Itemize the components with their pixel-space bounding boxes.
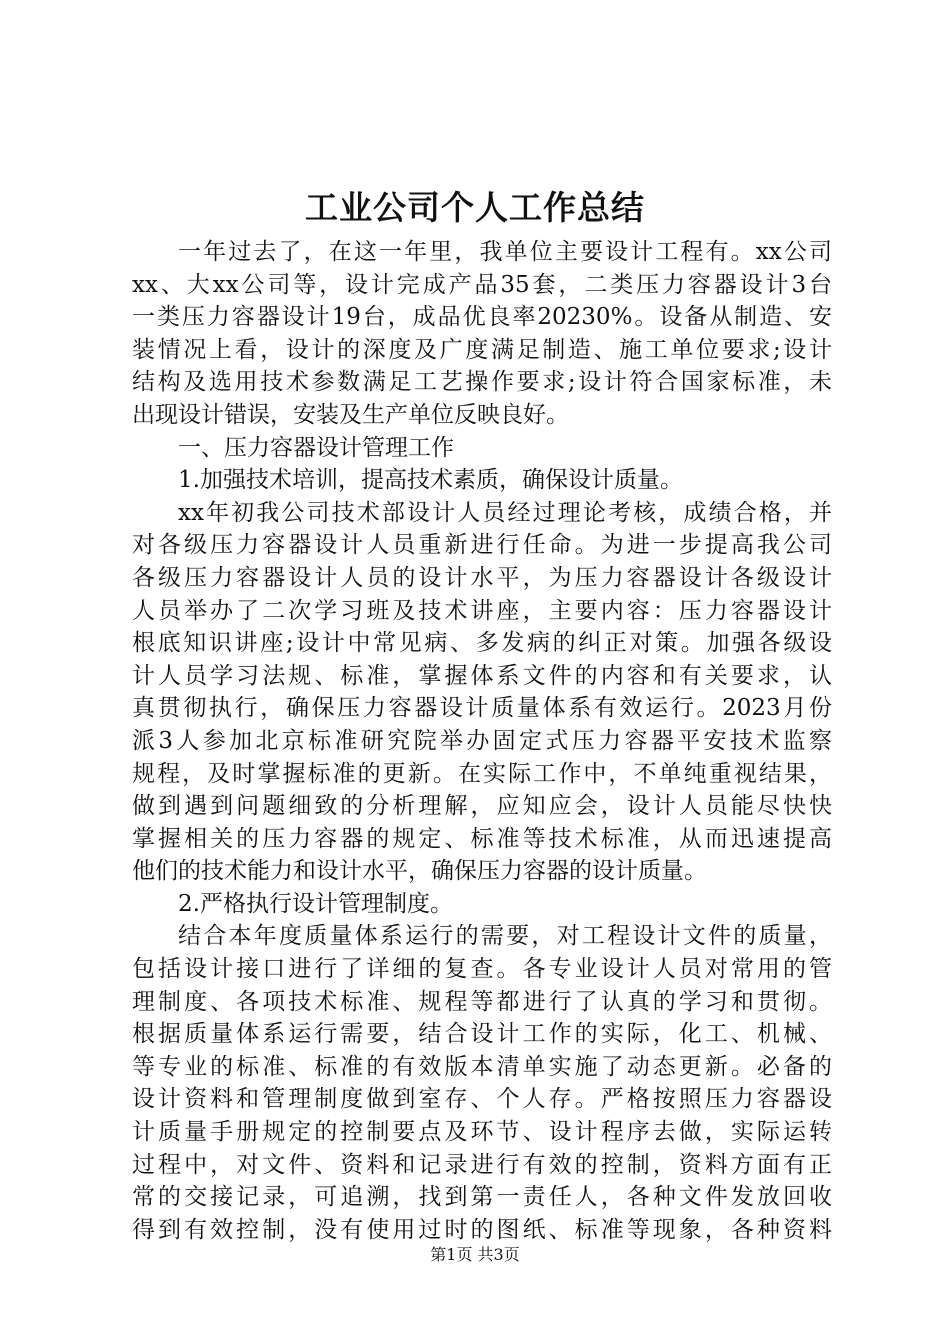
body-line: 派3人参加北京标准研究院举办固定式压力容器平安技术监察 [132,727,832,754]
document-body [132,236,832,1246]
body-line: 计人员学习法规、标准，掌握体系文件的内容和有关要求，认 [132,662,832,689]
body-line: 掌握相关的压力容器的规定、标准等技术标准，从而迅速提高 [132,825,832,852]
body-line: 人员举办了二次学习班及技术讲座，主要内容：压力容器设计 [132,597,832,624]
body-line: 做到遇到问题细致的分析理解，应知应会，设计人员能尽快快 [132,793,832,820]
body-line: 包括设计接口进行了详细的复查。各专业设计人员对常用的管 [132,956,832,983]
body-line: 得到有效控制，没有使用过时的图纸、标准等现象，各种资料 [132,1216,832,1243]
body-line: 真贯彻执行，确保压力容器设计质量体系有效运行。2023月份 [132,695,832,722]
body-line: 他们的技术能力和设计水平，确保压力容器的设计质量。 [132,858,707,885]
body-line: 等专业的标准、标准的有效版本清单实施了动态更新。必备的 [132,1053,832,1080]
section-heading: 一、压力容器设计管理工作 [178,434,454,461]
body-line: 规程，及时掌握标准的更新。在实际工作中，不单纯重视结果， [132,760,832,787]
body-line: 根底知识讲座;设计中常见病、多发病的纠正对策。加强各级设 [132,630,832,657]
body-line: 对各级压力容器设计人员重新进行任命。为进一步提高我公司 [132,532,832,559]
document-title: 工业公司个人工作总结 [305,188,645,227]
body-line: 结构及选用技术参数满足工艺操作要求;设计符合国家标准，未 [132,369,832,396]
body-line: 计质量手册规定的控制要点及环节、设计程序去做，实际运转 [132,1119,832,1146]
body-line: 装情况上看，设计的深度及广度满足制造、施工单位要求;设计 [132,336,832,363]
body-line: 常的交接记录，可追溯，找到第一责任人，各种文件发放回收 [132,1184,832,1211]
subsection-heading: 2.严格执行设计管理制度。 [178,890,453,917]
body-line: xx、大xx公司等，设计完成产品35套，二类压力容器设计3台 [132,271,832,298]
body-line: 理制度、各项技术标准、规程等都进行了认真的学习和贯彻。 [132,988,832,1015]
body-line: 一类压力容器设计19台，成品优良率20230%。设备从制造、安 [132,304,832,331]
body-line: 根据质量体系运行需要，结合设计工作的实际，化工、机械、 [132,1021,832,1048]
subsection-heading: 1.加强技术培训，提高技术素质，确保设计质量。 [178,467,683,494]
body-line: 一年过去了，在这一年里，我单位主要设计工程有。xx公司 [178,239,832,265]
body-line: 过程中，对文件、资料和记录进行有效的控制，资料方面有正 [132,1151,832,1178]
page-number: 第1页 共3页 [430,1245,520,1264]
body-line: 结合本年度质量体系运行的需要，对工程设计文件的质量， [178,923,832,950]
body-line: 各级压力容器设计人员的设计水平，为压力容器设计各级设计 [132,564,832,591]
body-line: xx年初我公司技术部设计人员经过理论考核，成绩合格，并 [178,499,832,526]
body-line: 设计资料和管理制度做到室存、个人存。严格按照压力容器设 [132,1086,832,1113]
body-line: 出现设计错误，安装及生产单位反映良好。 [132,401,569,428]
